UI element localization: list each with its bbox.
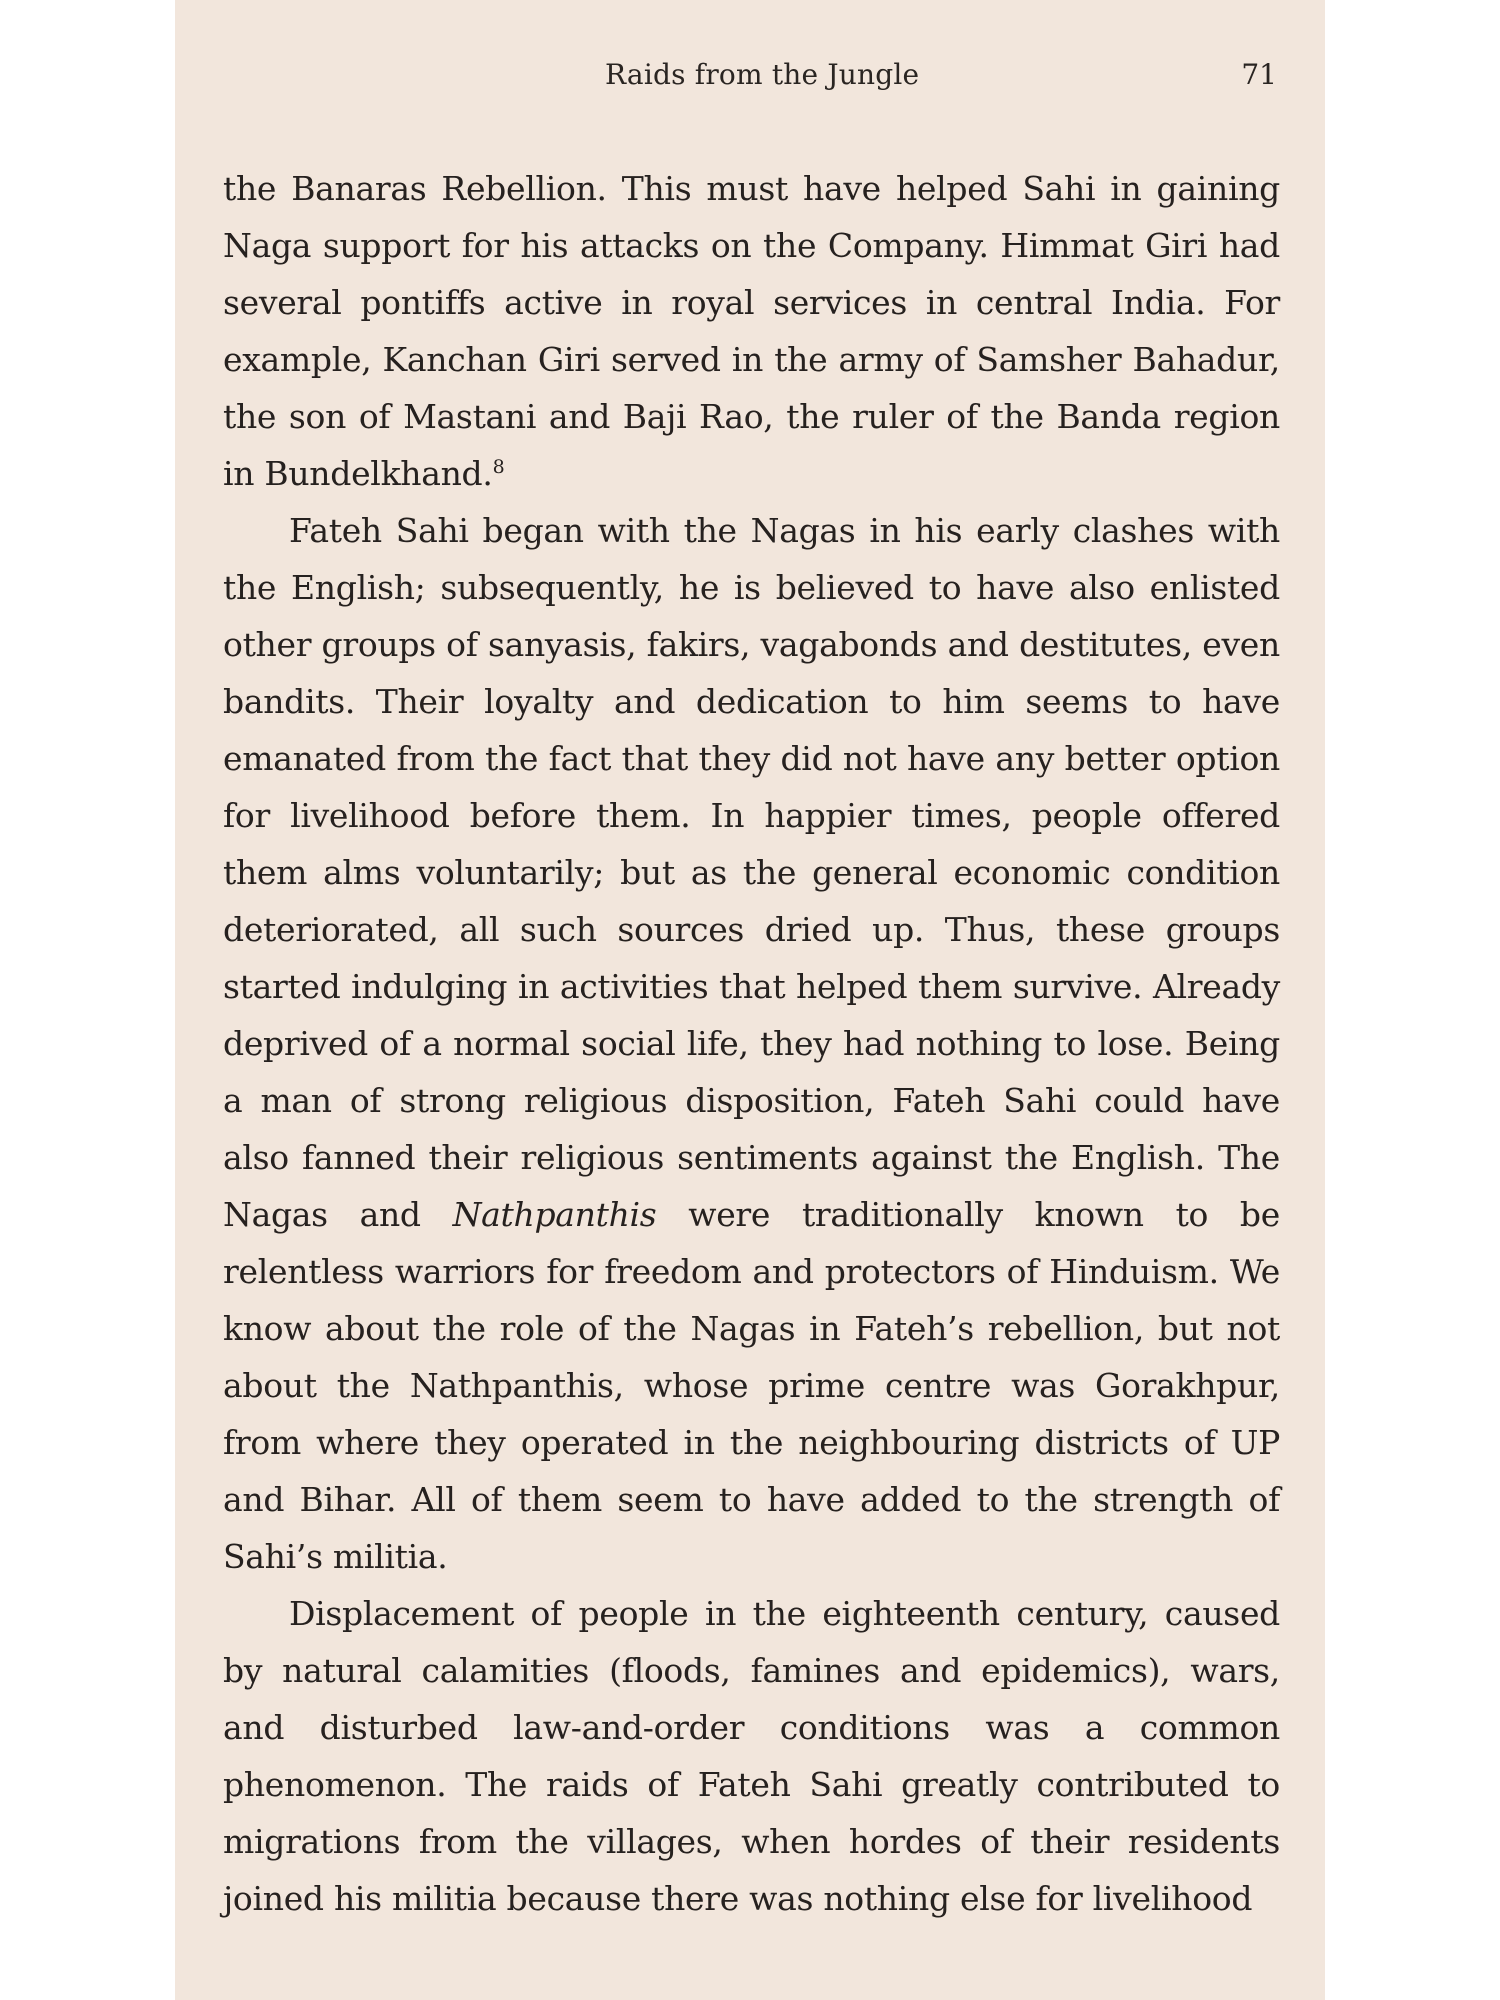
paragraph-2: [223, 502, 1280, 1585]
footnote-reference: 8: [492, 456, 505, 478]
book-page: [175, 0, 1325, 2000]
italic-term: Nathpanthis: [452, 1195, 657, 1234]
paragraph-2-text-end: were traditionally known to be relentless warriors for freedom and protectors of Hinduism. We know about the role of the Nagas in Fateh’s rebellion, but not about the Nathpanthis, whose prime centre was Gorakhpur, from where they operated in the neighbouring districts of UP and Bihar. All of them seem to have added to the strength of Sahi’s militia.: [223, 1195, 1280, 1576]
page-number: 71: [1241, 58, 1277, 91]
running-header: [175, 58, 1325, 108]
running-title: Raids from the Jungle: [605, 58, 920, 91]
paragraph-3-text: Displacement of people in the eighteenth century, caused by natural calamities (floods, famines and epidemics), wars, and disturbed law-and-order conditions was a common phenomenon. The raids of Fateh Sahi greatly contributed to migrations from the villages, when hordes of their residents joined his militia because there was nothing else for livelihood: [223, 1594, 1280, 1918]
paragraph-3: [223, 1585, 1280, 1927]
paragraph-1: [223, 160, 1280, 502]
body-text: [223, 160, 1280, 1927]
paragraph-1-text: the Banaras Rebellion. This must have helped Sahi in gaining Naga support for his attacks on the Company. Himmat Giri had several pontiffs active in royal services in central India. For example, Kanchan Giri served in the army of Samsher Bahadur, the son of Mastani and Baji Rao, the ruler of the Banda region in Bundelkhand.: [223, 169, 1280, 493]
paragraph-2-text-start: Fateh Sahi began with the Nagas in his early clashes with the English; subsequently, he is believed to have also enlisted other groups of sanyasis, fakirs, vagabonds and destitutes, even bandits. Their loyalty and dedication to him seems to have emanated from the fact that they did not have any better option for livelihood before them. In happier times, people offered them alms voluntarily; but as the general economic condition deteriorated, all such sources dried up. Thus, these groups started indulging in activities that helped them survive. Already deprived of a normal social life, they had nothing to lose. Being a man of strong religious disposition, Fateh Sahi could have also fanned their religious sentiments against the English. The Nagas and: [223, 511, 1280, 1234]
